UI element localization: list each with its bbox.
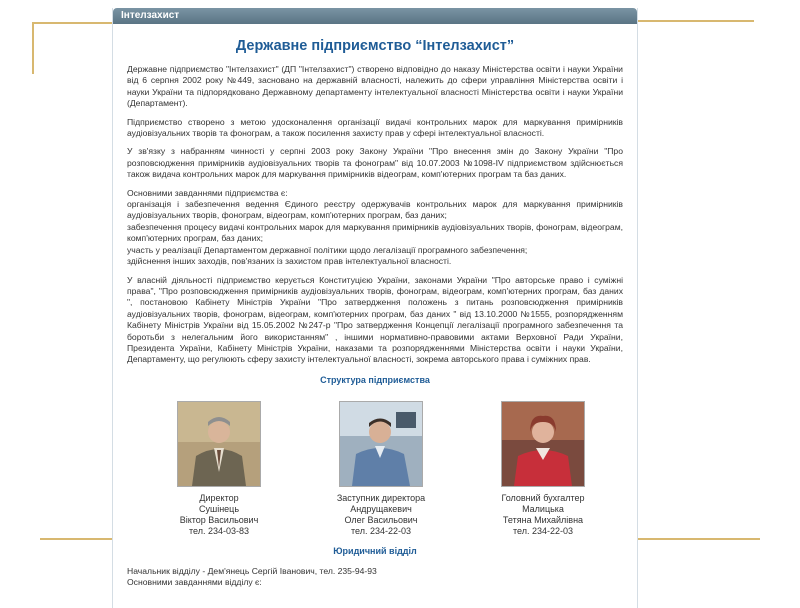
decor-line-right-top xyxy=(636,20,754,22)
panel-header: Інтелзахист xyxy=(113,8,637,24)
accountant-name: Тетяна Михайлівна xyxy=(502,515,584,526)
paragraph-purpose: Підприємство створено з метою удосконалення організації видачі контрольних марок для маркування примірників аудіовізуальних творів та фонограм, а також посилення захисту прав у сфері інтелектуальної власності. xyxy=(127,116,623,139)
decor-line-right-bottom xyxy=(636,538,760,540)
deputy-photo xyxy=(339,401,423,487)
director-role: Директор xyxy=(199,492,239,503)
legal-dept-tasks: Основними завданнями відділу є: xyxy=(127,576,262,587)
staff-card-accountant xyxy=(483,401,603,538)
page-title: Державне підприємство “Інтелзахист” xyxy=(235,38,515,54)
staff-list xyxy=(127,401,623,538)
deputy-phone: тел. 234-22-03 xyxy=(350,526,411,537)
main-content xyxy=(113,38,637,588)
accountant-role: Головний бухгалтер xyxy=(501,492,585,503)
legal-dept-heading[interactable]: Юридичний відділ xyxy=(333,545,417,556)
director-surname: Сушінець xyxy=(198,503,240,514)
staff-card-deputy xyxy=(321,401,441,538)
director-name: Віктор Васильович xyxy=(179,515,259,526)
staff-card-director xyxy=(159,401,279,538)
paragraph-tasks: Основними завданнями підприємства є: організація і забезпечення ведення Єдиного реєстру одержувачів контрольних марок для маркування примірників аудіовізуальних творів, фонограм, відеограм, комп'ютерних програм, баз даних; забезпечення процесу видачі контрольних марок для маркування примірників аудіовізуальних творів, фонограм, відеограм, комп'ютерних програм, баз даних; участь у реалізації Департаментом державної політики щодо легалізації програмного забезпечення; здійснення інших заходів, пов'язаних із захистом прав інтелектуальної власності. xyxy=(127,187,623,267)
decor-line-left-bottom xyxy=(40,538,112,540)
paragraph-law: У зв'язку з набранням чинності у серпні 2003 року Закону України "Про внесення змін до Закону України "Про розповсюдження примірників аудіовізуальних творів та фонограм" від 10.07.2003 №1098-IV підприємством здійснюється також видача контрольних марок для маркування примірників відеограм, комп'ютерних програм та баз даних. xyxy=(127,146,623,180)
accountant-phone: тел. 234-22-03 xyxy=(512,526,573,537)
deputy-name: Олег Васильович xyxy=(344,515,418,526)
decor-line-left-top xyxy=(32,22,112,24)
legal-dept-head: Начальник відділу - Дем'янець Сергій Іванович, тел. 235-94-93 xyxy=(127,565,377,576)
deputy-role: Заступник директора xyxy=(336,492,426,503)
director-phone: тел. 234-03-83 xyxy=(188,526,249,537)
paragraph-intro: Державне підприємство "Інтелзахист" (ДП "Інтелзахист") створено відповідно до наказу Міністерства освіти і науки України від 6 серпня 2002 року №449, засновано на державній власності, належить до сфери управління Міністерства освіти і науки України та підпорядковано Державному департаменту інтелектуальної власності Міністерства освіти і науки України (Департамент). xyxy=(127,64,623,109)
structure-heading[interactable]: Структура підприємства xyxy=(320,374,430,385)
content-panel xyxy=(112,8,638,608)
accountant-photo xyxy=(501,401,585,487)
deputy-surname: Андрущакевич xyxy=(350,503,412,514)
paragraph-legislation: У власній діяльності підприємство керується Конституцією України, законами України "Про авторське право і суміжні права", "Про розповсюдження примірників аудіовізуальних творів, фонограм, відеограм, комп'ютерних програм, баз даних ", постановою Кабінету Міністрів України "Про затвердження положень з питань розповсюдження примірників аудіовізуальних творів, фонограм, відеограм, комп'ютерних програм, баз даних " від 13.10.2000 №1555, розпорядженням Кабінету Міністрів України від 15.05.2002 №247-р "Про затвердження Концепції легалізації програмного забезпечення та боротьби з нелегальним його використанням" , іншими нормативно-правовими актами Верховної Ради України, Президента України, Кабінету Міністрів України, наказами та розпорядженнями Міністерства освіти і науки України, Департаменту, що регулюють сферу захисту інтелектуальної власності, зокрема авторського права і суміжних прав. xyxy=(127,274,623,365)
decor-line-left-vertical xyxy=(32,22,34,74)
director-photo xyxy=(177,401,261,487)
accountant-surname: Малицька xyxy=(522,503,564,514)
